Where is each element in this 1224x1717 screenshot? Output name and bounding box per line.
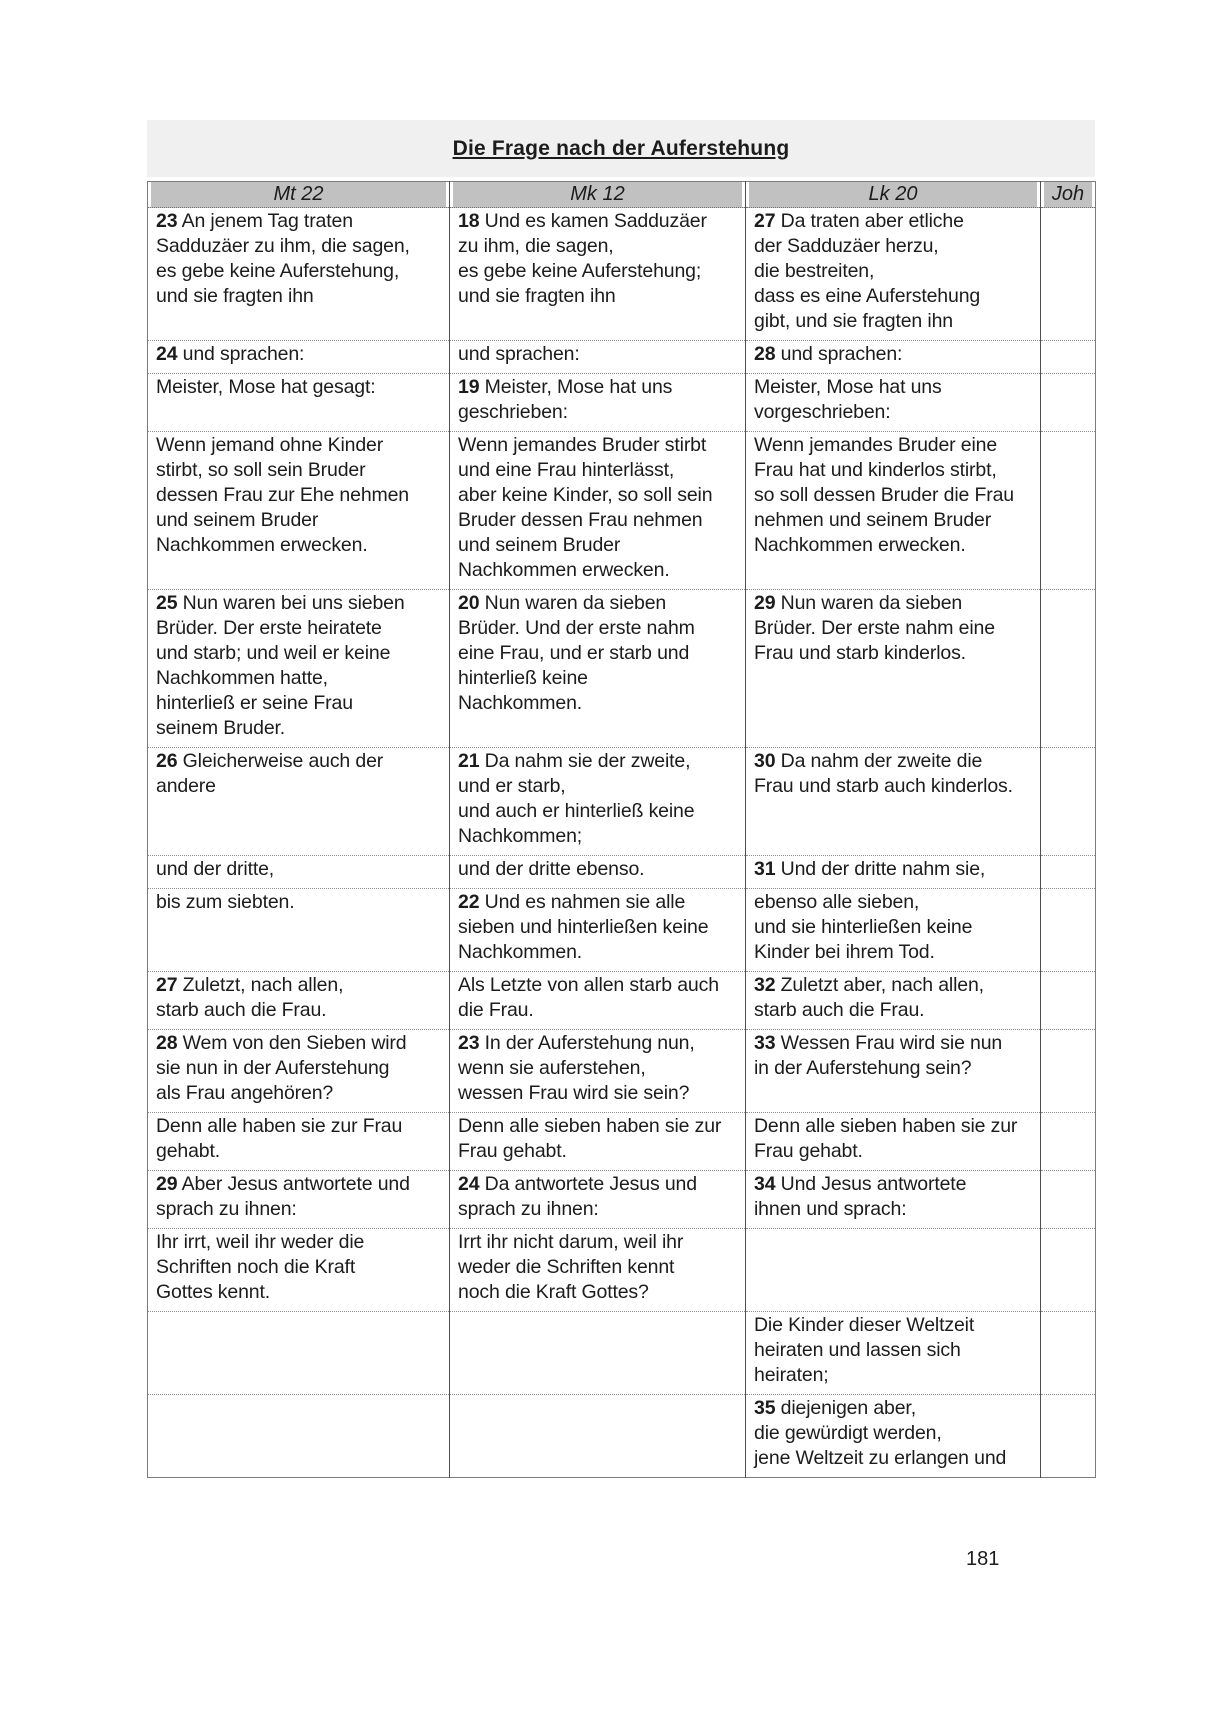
cell-joh bbox=[1041, 374, 1096, 432]
text-line: weder die Schriften kennt bbox=[458, 1256, 675, 1278]
text-line: so soll dessen Bruder die Frau bbox=[754, 484, 1014, 506]
text-line: 27 Da traten aber etliche bbox=[754, 210, 964, 232]
text-line: als Frau angehören? bbox=[156, 1082, 334, 1104]
table-row bbox=[148, 889, 1096, 972]
synopsis-body bbox=[148, 208, 1096, 1478]
text-line: heiraten und lassen sich bbox=[754, 1339, 961, 1361]
text-line: die gewürdigt werden, bbox=[754, 1422, 942, 1444]
text-line: und sie hinterließen keine bbox=[754, 916, 973, 938]
cell-mt22 bbox=[148, 972, 450, 1030]
text-line: Denn alle haben sie zur Frau bbox=[156, 1115, 403, 1137]
cell-lk20 bbox=[746, 1395, 1041, 1478]
cell-mk12 bbox=[450, 1113, 746, 1171]
cell-joh bbox=[1041, 1113, 1096, 1171]
cell-joh bbox=[1041, 889, 1096, 972]
text-line: dass es eine Auferstehung bbox=[754, 285, 981, 307]
title-band bbox=[147, 120, 1095, 177]
text-line: sprach zu ihnen: bbox=[156, 1198, 297, 1220]
text-line: und sie fragten ihn bbox=[156, 285, 314, 307]
text-line: 33 Wessen Frau wird sie nun bbox=[754, 1032, 1003, 1054]
text-line: Nachkommen; bbox=[458, 825, 583, 847]
text-line: gehabt. bbox=[156, 1140, 221, 1162]
text-line: und sie fragten ihn bbox=[458, 285, 616, 307]
cell-mt22 bbox=[148, 1113, 450, 1171]
text-line: Wenn jemandes Bruder stirbt bbox=[458, 434, 707, 456]
text-line: Kinder bei ihrem Tod. bbox=[754, 941, 935, 963]
text-line: andere bbox=[156, 775, 216, 797]
table-row bbox=[148, 856, 1096, 889]
text-line: Gottes kennt. bbox=[156, 1281, 271, 1303]
cell-joh bbox=[1041, 208, 1096, 341]
text-line: 29 Nun waren da sieben bbox=[754, 592, 963, 614]
cell-mt22 bbox=[148, 590, 450, 748]
text-line: dessen Frau zur Ehe nehmen bbox=[156, 484, 409, 506]
text-line: Frau hat und kinderlos stirbt, bbox=[754, 459, 997, 481]
text-line: ebenso alle sieben, bbox=[754, 891, 920, 913]
text-line: 27 Zuletzt, nach allen, bbox=[156, 974, 344, 996]
text-line: 18 Und es kamen Sadduzäer bbox=[458, 210, 707, 232]
text-line: Brüder. Der erste nahm eine bbox=[754, 617, 995, 639]
table-row bbox=[148, 590, 1096, 748]
cell-lk20 bbox=[746, 341, 1041, 374]
text-line: gibt, und sie fragten ihn bbox=[754, 310, 953, 332]
text-line: in der Auferstehung sein? bbox=[754, 1057, 972, 1079]
cell-joh bbox=[1041, 341, 1096, 374]
table-row bbox=[148, 432, 1096, 590]
table-header-row bbox=[148, 182, 1096, 208]
column-header-mt22: Mt 22 bbox=[148, 182, 450, 208]
text-line: Frau und starb auch kinderlos. bbox=[754, 775, 1013, 797]
cell-lk20 bbox=[746, 432, 1041, 590]
table-row bbox=[148, 374, 1096, 432]
text-line: es gebe keine Auferstehung, bbox=[156, 260, 400, 282]
text-line: Denn alle sieben haben sie zur bbox=[754, 1115, 1018, 1137]
text-line: und der dritte, bbox=[156, 858, 275, 880]
cell-mk12 bbox=[450, 1395, 746, 1478]
cell-lk20 bbox=[746, 208, 1041, 341]
text-line: Frau gehabt. bbox=[458, 1140, 567, 1162]
text-line: geschrieben: bbox=[458, 401, 568, 423]
cell-mt22 bbox=[148, 374, 450, 432]
cell-mt22 bbox=[148, 1229, 450, 1312]
text-line: 23 An jenem Tag traten bbox=[156, 210, 353, 232]
text-line: 23 In der Auferstehung nun, bbox=[458, 1032, 695, 1054]
text-line: Nachkommen. bbox=[458, 692, 583, 714]
text-line: 34 Und Jesus antwortete bbox=[754, 1173, 967, 1195]
column-header-joh: Joh bbox=[1041, 182, 1096, 208]
cell-mk12 bbox=[450, 341, 746, 374]
table-row bbox=[148, 1312, 1096, 1395]
text-line: jene Weltzeit zu erlangen und bbox=[754, 1447, 1007, 1469]
text-line: und eine Frau hinterlässt, bbox=[458, 459, 675, 481]
cell-mt22 bbox=[148, 208, 450, 341]
cell-mk12 bbox=[450, 1171, 746, 1229]
text-line: es gebe keine Auferstehung; bbox=[458, 260, 702, 282]
text-line: Ihr irrt, weil ihr weder die bbox=[156, 1231, 365, 1253]
text-line: und seinem Bruder bbox=[458, 534, 621, 556]
cell-lk20 bbox=[746, 748, 1041, 856]
text-line: der Sadduzäer herzu, bbox=[754, 235, 939, 257]
text-line: noch die Kraft Gottes? bbox=[458, 1281, 649, 1303]
text-line: Denn alle sieben haben sie zur bbox=[458, 1115, 722, 1137]
page-title: Die Frage nach der Auferstehung bbox=[452, 136, 790, 160]
cell-mt22 bbox=[148, 889, 450, 972]
text-line: vorgeschrieben: bbox=[754, 401, 891, 423]
cell-mt22 bbox=[148, 1171, 450, 1229]
table-row bbox=[148, 748, 1096, 856]
cell-joh bbox=[1041, 1395, 1096, 1478]
cell-mk12 bbox=[450, 972, 746, 1030]
text-line: nehmen und seinem Bruder bbox=[754, 509, 992, 531]
text-line: wessen Frau wird sie sein? bbox=[458, 1082, 690, 1104]
table-row bbox=[148, 1171, 1096, 1229]
text-line: 20 Nun waren da sieben bbox=[458, 592, 667, 614]
table-row bbox=[148, 341, 1096, 374]
text-line: und der dritte ebenso. bbox=[458, 858, 645, 880]
text-line: heiraten; bbox=[754, 1364, 829, 1386]
text-line: Wenn jemandes Bruder eine bbox=[754, 434, 998, 456]
text-line: stirbt, so soll sein Bruder bbox=[156, 459, 366, 481]
text-line: sieben und hinterließen keine bbox=[458, 916, 709, 938]
table-row bbox=[148, 972, 1096, 1030]
cell-mk12 bbox=[450, 856, 746, 889]
table-row bbox=[148, 208, 1096, 341]
text-line: 29 Aber Jesus antwortete und bbox=[156, 1173, 410, 1195]
cell-lk20 bbox=[746, 972, 1041, 1030]
cell-lk20 bbox=[746, 1229, 1041, 1312]
cell-lk20 bbox=[746, 590, 1041, 748]
column-header-mk12: Mk 12 bbox=[450, 182, 746, 208]
text-line: Nachkommen hatte, bbox=[156, 667, 328, 689]
text-line: 24 und sprachen: bbox=[156, 343, 305, 365]
cell-mt22 bbox=[148, 1312, 450, 1395]
table-row bbox=[148, 1395, 1096, 1478]
text-line: 21 Da nahm sie der zweite, bbox=[458, 750, 691, 772]
text-line: 35 diejenigen aber, bbox=[754, 1397, 916, 1419]
cell-joh bbox=[1041, 590, 1096, 748]
text-line: hinterließ keine bbox=[458, 667, 588, 689]
cell-joh bbox=[1041, 1229, 1096, 1312]
cell-mt22 bbox=[148, 748, 450, 856]
cell-lk20 bbox=[746, 856, 1041, 889]
text-line: Nachkommen erwecken. bbox=[754, 534, 966, 556]
text-line: und er starb, bbox=[458, 775, 566, 797]
text-line: Frau gehabt. bbox=[754, 1140, 863, 1162]
text-line: Schriften noch die Kraft bbox=[156, 1256, 356, 1278]
text-line: 32 Zuletzt aber, nach allen, bbox=[754, 974, 984, 996]
cell-lk20 bbox=[746, 1312, 1041, 1395]
table-row bbox=[148, 1030, 1096, 1113]
text-line: Brüder. Und der erste nahm bbox=[458, 617, 695, 639]
text-line: 30 Da nahm der zweite die bbox=[754, 750, 983, 772]
text-line: Frau und starb kinderlos. bbox=[754, 642, 966, 664]
cell-joh bbox=[1041, 1312, 1096, 1395]
cell-lk20 bbox=[746, 1113, 1041, 1171]
cell-mk12 bbox=[450, 374, 746, 432]
cell-lk20 bbox=[746, 1030, 1041, 1113]
text-line: und starb; und weil er keine bbox=[156, 642, 391, 664]
cell-mk12 bbox=[450, 1312, 746, 1395]
text-line: seinem Bruder. bbox=[156, 717, 286, 739]
text-line: 19 Meister, Mose hat uns bbox=[458, 376, 673, 398]
text-line: und sprachen: bbox=[458, 343, 580, 365]
text-line: Meister, Mose hat uns bbox=[754, 376, 942, 398]
text-line: 22 Und es nahmen sie alle bbox=[458, 891, 686, 913]
text-line: die Frau. bbox=[458, 999, 534, 1021]
text-line: Irrt ihr nicht darum, weil ihr bbox=[458, 1231, 684, 1253]
text-line: ihnen und sprach: bbox=[754, 1198, 907, 1220]
text-line: aber keine Kinder, so soll sein bbox=[458, 484, 713, 506]
column-header-lk20: Lk 20 bbox=[746, 182, 1041, 208]
cell-mk12 bbox=[450, 432, 746, 590]
cell-lk20 bbox=[746, 889, 1041, 972]
table-row bbox=[148, 1229, 1096, 1312]
text-line: zu ihm, die sagen, bbox=[458, 235, 614, 257]
text-line: Nachkommen erwecken. bbox=[156, 534, 368, 556]
text-line: starb auch die Frau. bbox=[156, 999, 327, 1021]
text-line: eine Frau, und er starb und bbox=[458, 642, 690, 664]
text-line: 31 Und der dritte nahm sie, bbox=[754, 858, 986, 880]
page-number: 181 bbox=[966, 1548, 1000, 1570]
cell-mk12 bbox=[450, 1030, 746, 1113]
text-line: Wenn jemand ohne Kinder bbox=[156, 434, 384, 456]
cell-mk12 bbox=[450, 1229, 746, 1312]
cell-mk12 bbox=[450, 590, 746, 748]
text-line: Die Kinder dieser Weltzeit bbox=[754, 1314, 975, 1336]
cell-lk20 bbox=[746, 374, 1041, 432]
cell-mk12 bbox=[450, 748, 746, 856]
cell-mt22 bbox=[148, 856, 450, 889]
text-line: sprach zu ihnen: bbox=[458, 1198, 599, 1220]
text-line: die bestreiten, bbox=[754, 260, 875, 282]
text-line: starb auch die Frau. bbox=[754, 999, 925, 1021]
cell-lk20 bbox=[746, 1171, 1041, 1229]
text-line: sie nun in der Auferstehung bbox=[156, 1057, 390, 1079]
text-line: 24 Da antwortete Jesus und bbox=[458, 1173, 697, 1195]
cell-joh bbox=[1041, 972, 1096, 1030]
cell-joh bbox=[1041, 1030, 1096, 1113]
text-line: Sadduzäer zu ihm, die sagen, bbox=[156, 235, 410, 257]
cell-mt22 bbox=[148, 432, 450, 590]
table-row bbox=[148, 1113, 1096, 1171]
text-line: bis zum siebten. bbox=[156, 891, 295, 913]
text-line: Meister, Mose hat gesagt: bbox=[156, 376, 376, 398]
cell-joh bbox=[1041, 748, 1096, 856]
text-line: hinterließ er seine Frau bbox=[156, 692, 353, 714]
text-line: und seinem Bruder bbox=[156, 509, 319, 531]
text-line: 25 Nun waren bei uns sieben bbox=[156, 592, 405, 614]
cell-mk12 bbox=[450, 889, 746, 972]
text-line: Brüder. Der erste heiratete bbox=[156, 617, 382, 639]
text-line: wenn sie auferstehen, bbox=[458, 1057, 646, 1079]
text-line: Bruder dessen Frau nehmen bbox=[458, 509, 703, 531]
text-line: 26 Gleicherweise auch der bbox=[156, 750, 384, 772]
cell-joh bbox=[1041, 432, 1096, 590]
text-line: und auch er hinterließ keine bbox=[458, 800, 695, 822]
cell-joh bbox=[1041, 1171, 1096, 1229]
gospel-synopsis-table bbox=[147, 181, 1096, 1478]
cell-mt22 bbox=[148, 341, 450, 374]
text-line: Als Letzte von allen starb auch bbox=[458, 974, 719, 996]
cell-mt22 bbox=[148, 1395, 450, 1478]
text-line: Nachkommen erwecken. bbox=[458, 559, 670, 581]
text-line: 28 Wem von den Sieben wird bbox=[156, 1032, 407, 1054]
cell-mk12 bbox=[450, 208, 746, 341]
cell-joh bbox=[1041, 856, 1096, 889]
cell-mt22 bbox=[148, 1030, 450, 1113]
text-line: Nachkommen. bbox=[458, 941, 583, 963]
text-line: 28 und sprachen: bbox=[754, 343, 903, 365]
